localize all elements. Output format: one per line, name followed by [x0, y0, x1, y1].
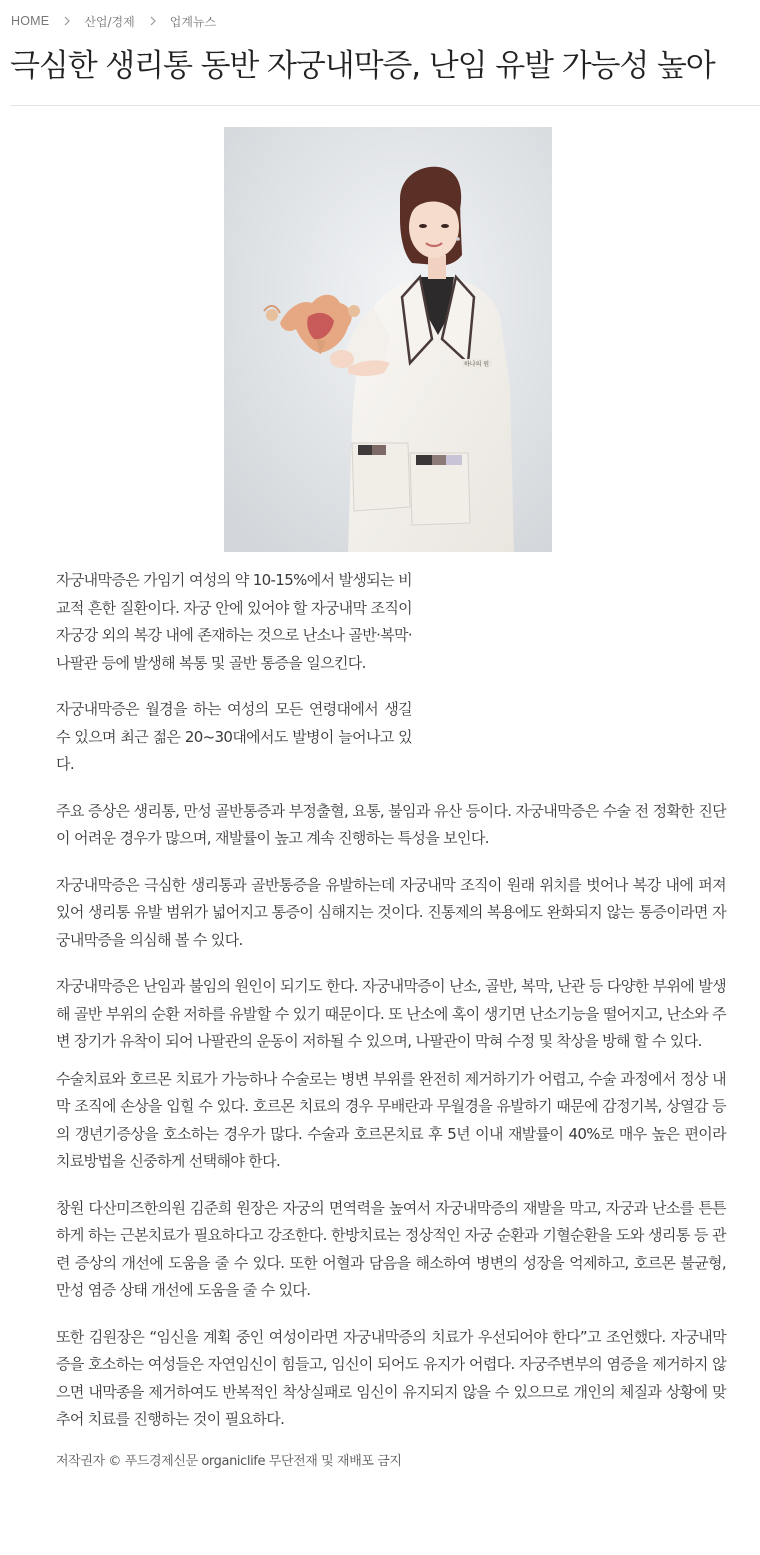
article-photo: [224, 127, 552, 552]
copyright-notice: 저작권자 © 푸드경제신문 organiclife 무단전재 및 재배포 금지: [56, 1453, 402, 1469]
article-title: 극심한 생리통 동반 자궁내막증, 난임 유발 가능성 높아: [10, 48, 715, 84]
article-paragraph: 자궁내막증은 월경을 하는 여성의 모든 연령대에서 생길 수 있으며 최근 젊은 20~30대에서도 발병이 늘어나고 있다.: [56, 700, 412, 773]
breadcrumb-section-link[interactable]: 산업/경제: [84, 14, 135, 29]
chevron-right-icon: [149, 16, 157, 26]
article-paragraph: 주요 증상은 생리통, 만성 골반통증과 부정출혈, 요통, 불임과 유산 등이다. 자궁내막증은 수술 전 정확한 진단이 어려운 경우가 많으며, 재발률이 높고 계속 진행하는 특성을 보인다.: [56, 801, 726, 847]
article-body: [56, 567, 726, 1472]
article-paragraph: 자궁내막증은 극심한 생리통과 골반통증을 유발하는데 자궁내막 조직이 원래 위치를 벗어나 복강 내에 퍼져 있어 생리통 유발 범위가 넓어지고 통증이 심해지는 것이다. 진통제의 복용에도 완화되지 않는 통증이라면 자궁내막증을 의심해 볼 수 있다.: [56, 875, 726, 949]
breadcrumb-home-link[interactable]: HOME: [11, 14, 50, 28]
article-paragraph: 또한 김원장은 “임신을 계획 중인 여성이라면 자궁내막증의 치료가 우선되어야 한다”고 조언했다. 자궁내막증을 호소하는 여성들은 자연임신이 힘들고, 임신이 되어도 유지가 어렵다. 자궁주변부의 염증을 제거하지 않으면 내막종을 제거하여도 반복적인 착상실패로 임신이 유지되지 않을 수 있으므로 개인의 체질과 상황에 맞추어 치료를 진행하는 것이 필요하다.: [56, 1327, 726, 1428]
article-paragraph: 자궁내막증은 난임과 불임의 원인이 되기도 한다. 자궁내막증이 난소, 골반, 복막, 난관 등 다양한 부위에 발생해 골반 부위의 순환 저하를 유발할 수 있기 때문이다. 또 난소에 혹이 생기면 난소기능을 떨어지고, 난소와 주변 장기가 유착이 되어 나팔관의 운동이 저하될 수 있으며, 나팔관이 막혀 수정 및 착상을 방해 할 수 있다.: [56, 977, 726, 1050]
breadcrumb-subsection-link[interactable]: 업계뉴스: [169, 14, 217, 29]
article-paragraph: 자궁내막증은 가임기 여성의 약 10-15%에서 발생되는 비교적 흔한 질환이다. 자궁 안에 있어야 할 자궁내막 조직이 자궁강 외의 복강 내에 존재하는 것으로 난소나 골반·복막·나팔관 등에 발생해 복통 및 골반 통증을 일으킨다.: [56, 571, 412, 672]
doctor-portrait-image: [224, 127, 552, 552]
breadcrumb: [11, 11, 216, 31]
title-divider: [10, 105, 760, 106]
coat-name-tag: 하나의 원: [464, 361, 490, 368]
article-paragraph: 수술치료와 호르몬 치료가 가능하나 수술로는 병변 부위를 완전히 제거하기가 어렵고, 수술 과정에서 정상 내막 조직에 손상을 입힐 수 있다. 호르몬 치료의 경우 무배란과 무월경을 유발하기 때문에 감정기복, 상열감 등의 갱년기증상을 호소하는 경우가 많다. 수술과 호르몬치료 후 5년 이내 재발률이 40%로 매우 높은 편이라 치료방법을 신중하게 선택해야 한다.: [56, 1069, 726, 1170]
article-paragraph: 창원 다산미즈한의원 김준희 원장은 자궁의 면역력을 높여서 자궁내막증의 재발을 막고, 자궁과 난소를 튼튼하게 하는 근본치료가 필요하다고 강조한다. 한방치료는 정상적인 자궁 순환과 기혈순환을 도와 생리통 등 관련 증상의 개선에 도움을 줄 수 있다. 또한 어혈과 담음을 해소하여 병변의 성장을 억제하고, 호르몬 불균형, 만성 염증 상태 개선에 도움을 줄 수 있다.: [56, 1198, 726, 1299]
chevron-right-icon: [63, 16, 71, 26]
